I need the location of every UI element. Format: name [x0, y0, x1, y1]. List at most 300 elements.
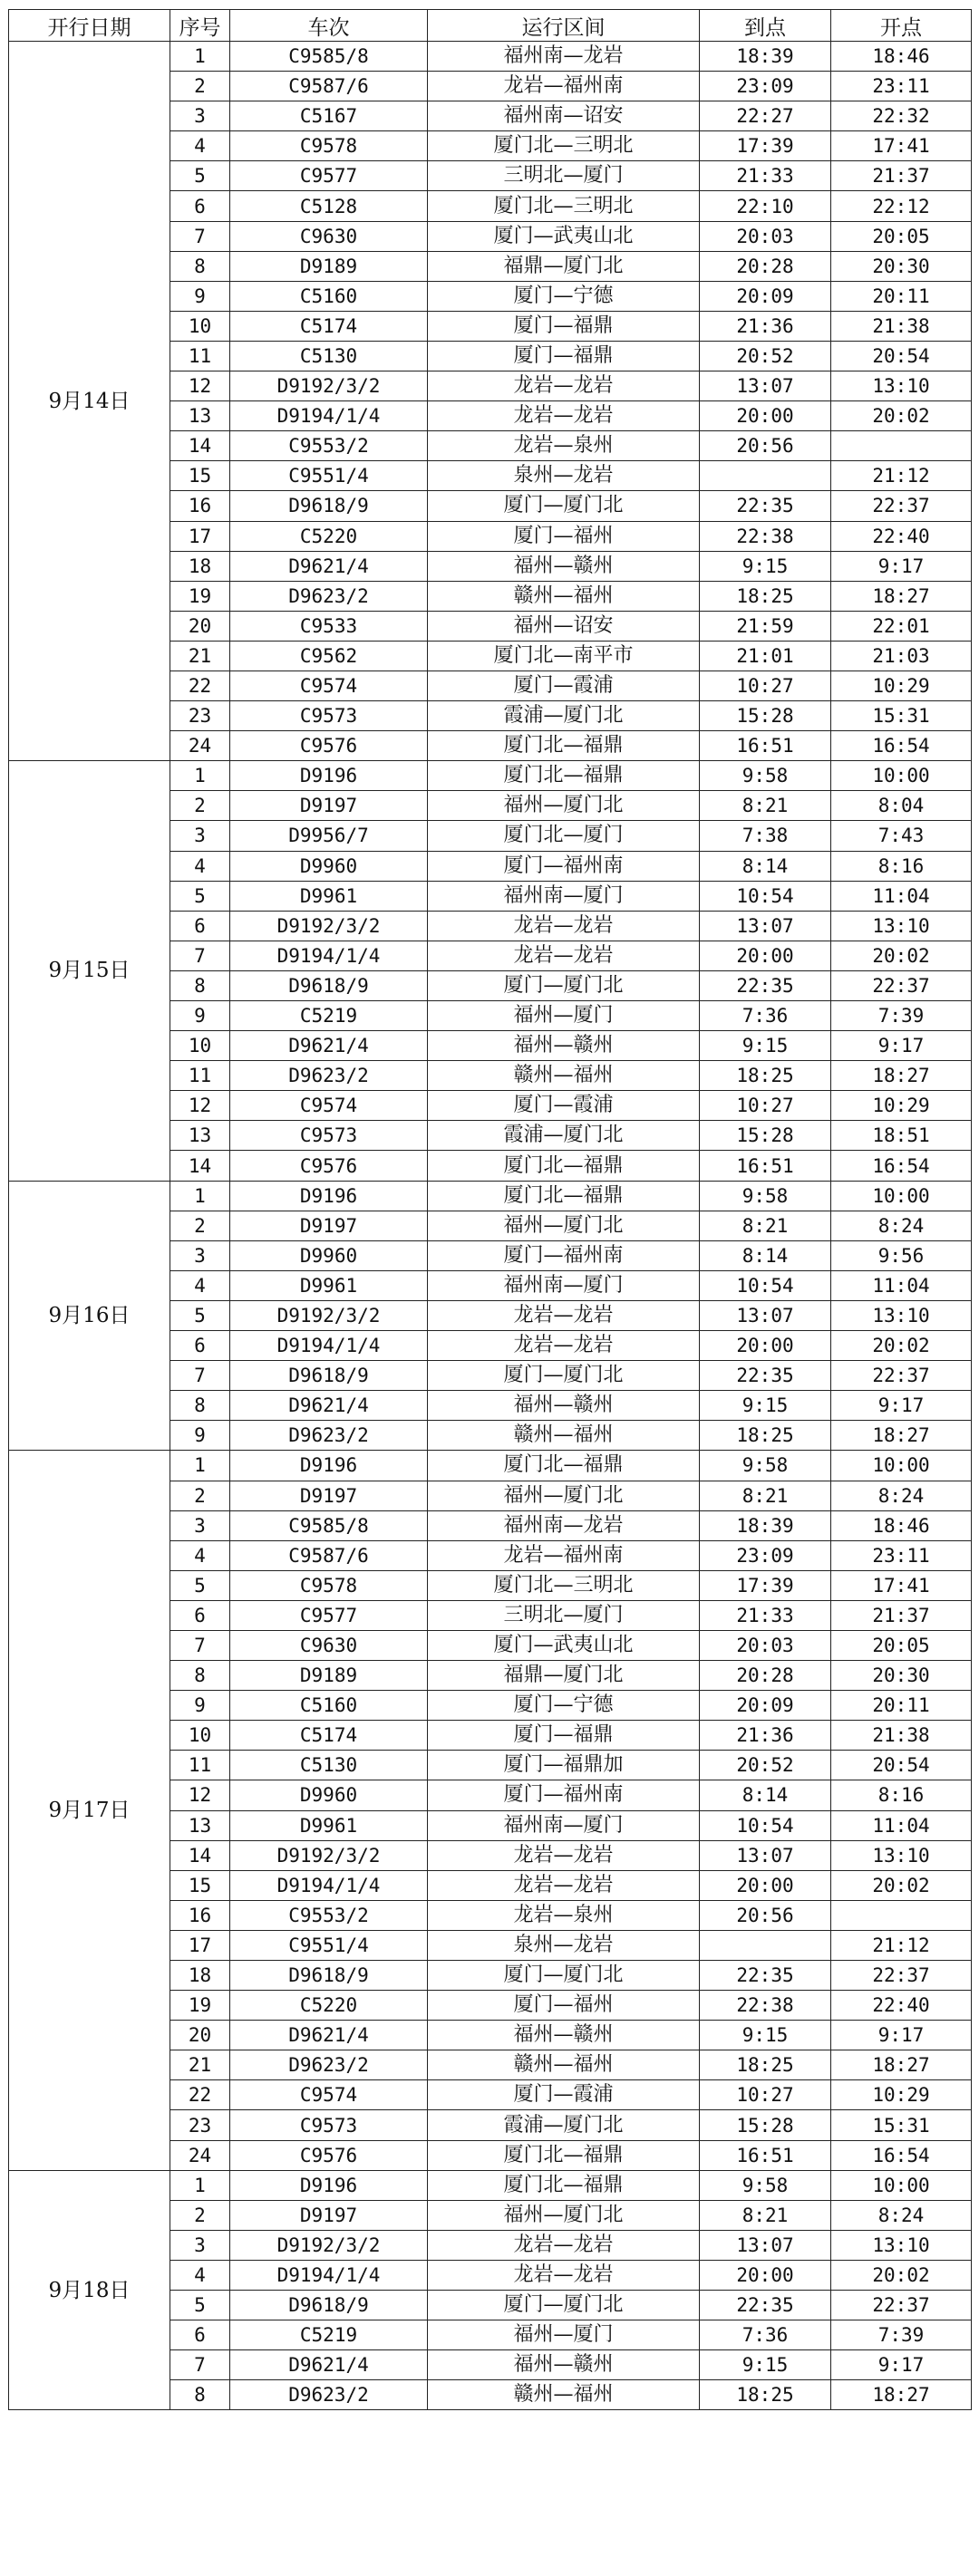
arrive-cell: 7:36: [700, 2320, 831, 2350]
arrive-cell: 9:15: [700, 2021, 831, 2050]
arrive-cell: 20:56: [700, 431, 831, 461]
seq-cell: 15: [170, 1870, 230, 1900]
arrive-cell: 10:54: [700, 1270, 831, 1300]
train-cell: D9618/9: [230, 970, 428, 1000]
route-cell: 龙岩—龙岩: [428, 401, 700, 431]
seq-cell: 19: [170, 581, 230, 611]
train-cell: C9585/8: [230, 1510, 428, 1540]
arrive-cell: 20:00: [700, 2260, 831, 2290]
arrive-cell: 9:58: [700, 1451, 831, 1481]
depart-cell: 20:02: [831, 941, 972, 970]
depart-cell: 16:54: [831, 1151, 972, 1181]
route-cell: 福州南—厦门: [428, 1810, 700, 1840]
arrive-cell: 20:03: [700, 221, 831, 251]
depart-cell: 17:41: [831, 131, 972, 161]
arrive-cell: 20:09: [700, 281, 831, 311]
seq-cell: 19: [170, 1991, 230, 2021]
seq-cell: 4: [170, 2260, 230, 2290]
train-cell: C9573: [230, 2110, 428, 2140]
table-row: [9, 42, 972, 72]
depart-cell: 10:29: [831, 671, 972, 700]
seq-cell: 16: [170, 491, 230, 521]
seq-cell: 9: [170, 281, 230, 311]
train-cell: D9956/7: [230, 821, 428, 851]
route-cell: 福州南—厦门: [428, 1270, 700, 1300]
train-cell: D9194/1/4: [230, 1870, 428, 1900]
route-cell: 龙岩—龙岩: [428, 941, 700, 970]
train-cell: C5130: [230, 1751, 428, 1780]
route-cell: 龙岩—龙岩: [428, 2260, 700, 2290]
arrive-cell: 10:27: [700, 2080, 831, 2110]
train-cell: C5219: [230, 2320, 428, 2350]
depart-cell: 21:38: [831, 311, 972, 341]
route-cell: 福州南—龙岩: [428, 42, 700, 72]
seq-cell: 1: [170, 1181, 230, 1211]
train-cell: D9961: [230, 881, 428, 911]
route-cell: 厦门—厦门北: [428, 1961, 700, 1991]
route-cell: 厦门—福州南: [428, 1240, 700, 1270]
seq-cell: 16: [170, 1900, 230, 1930]
depart-cell: 23:11: [831, 1540, 972, 1570]
depart-cell: 18:51: [831, 1121, 972, 1151]
depart-cell: 17:41: [831, 1570, 972, 1600]
route-cell: 龙岩—龙岩: [428, 1300, 700, 1330]
seq-cell: 6: [170, 191, 230, 221]
seq-cell: 6: [170, 911, 230, 941]
route-cell: 厦门—福州南: [428, 851, 700, 881]
seq-cell: 17: [170, 1930, 230, 1960]
route-cell: 厦门—武夷山北: [428, 221, 700, 251]
train-cell: D9618/9: [230, 491, 428, 521]
arrive-cell: 7:36: [700, 1001, 831, 1031]
arrive-cell: 20:00: [700, 1331, 831, 1361]
arrive-cell: 18:39: [700, 1510, 831, 1540]
depart-cell: 22:40: [831, 1991, 972, 2021]
depart-cell: 7:39: [831, 1001, 972, 1031]
train-cell: C5160: [230, 281, 428, 311]
depart-cell: [831, 1900, 972, 1930]
train-cell: C9573: [230, 701, 428, 731]
depart-cell: 11:04: [831, 1270, 972, 1300]
train-cell: D9192/3/2: [230, 911, 428, 941]
seq-cell: 24: [170, 2140, 230, 2170]
depart-cell: 16:54: [831, 2140, 972, 2170]
arrive-cell: 13:07: [700, 1840, 831, 1870]
seq-cell: 2: [170, 72, 230, 101]
arrive-cell: 16:51: [700, 731, 831, 761]
table-row: [9, 1451, 972, 1481]
seq-cell: 9: [170, 1691, 230, 1721]
route-cell: 厦门—武夷山北: [428, 1630, 700, 1660]
route-cell: 厦门—福州: [428, 1991, 700, 2021]
train-cell: C9551/4: [230, 461, 428, 491]
depart-cell: 18:46: [831, 1510, 972, 1540]
arrive-cell: 10:54: [700, 881, 831, 911]
header-train: 车次: [230, 10, 428, 42]
arrive-cell: 21:33: [700, 1600, 831, 1630]
route-cell: 厦门—宁德: [428, 1691, 700, 1721]
train-cell: D9189: [230, 1661, 428, 1691]
depart-cell: 13:10: [831, 1300, 972, 1330]
depart-cell: 18:27: [831, 581, 972, 611]
arrive-cell: 15:28: [700, 701, 831, 731]
arrive-cell: 9:15: [700, 1031, 831, 1061]
seq-cell: 21: [170, 641, 230, 671]
route-cell: 厦门北—南平市: [428, 641, 700, 671]
arrive-cell: 8:21: [700, 1211, 831, 1240]
arrive-cell: 13:07: [700, 2230, 831, 2260]
depart-cell: 13:10: [831, 911, 972, 941]
depart-cell: 13:10: [831, 1840, 972, 1870]
route-cell: 龙岩—龙岩: [428, 2230, 700, 2260]
seq-cell: 3: [170, 101, 230, 131]
train-cell: D9960: [230, 1240, 428, 1270]
arrive-cell: 21:01: [700, 641, 831, 671]
arrive-cell: 22:35: [700, 1961, 831, 1991]
date-cell: 9月15日: [9, 761, 170, 1181]
arrive-cell: 20:00: [700, 941, 831, 970]
train-cell: C5174: [230, 1721, 428, 1751]
train-cell: C5128: [230, 191, 428, 221]
date-cell: 9月17日: [9, 1451, 170, 2170]
train-cell: D9623/2: [230, 2380, 428, 2410]
seq-cell: 5: [170, 1570, 230, 1600]
train-cell: C9578: [230, 131, 428, 161]
seq-cell: 13: [170, 1121, 230, 1151]
route-cell: 霞浦—厦门北: [428, 1121, 700, 1151]
train-cell: C9577: [230, 1600, 428, 1630]
seq-cell: 1: [170, 42, 230, 72]
train-cell: C9562: [230, 641, 428, 671]
seq-cell: 12: [170, 1091, 230, 1121]
train-cell: D9194/1/4: [230, 1331, 428, 1361]
depart-cell: 13:10: [831, 371, 972, 401]
depart-cell: 15:31: [831, 701, 972, 731]
route-cell: 赣州—福州: [428, 2050, 700, 2080]
arrive-cell: 18:25: [700, 1061, 831, 1091]
seq-cell: 1: [170, 2170, 230, 2200]
train-cell: C5130: [230, 341, 428, 371]
route-cell: 厦门—厦门北: [428, 491, 700, 521]
arrive-cell: 20:52: [700, 341, 831, 371]
depart-cell: 22:32: [831, 101, 972, 131]
route-cell: 三明北—厦门: [428, 161, 700, 191]
route-cell: 厦门—福州: [428, 521, 700, 551]
seq-cell: 14: [170, 1151, 230, 1181]
depart-cell: 20:30: [831, 251, 972, 281]
seq-cell: 15: [170, 461, 230, 491]
seq-cell: 12: [170, 371, 230, 401]
seq-cell: 1: [170, 1451, 230, 1481]
train-cell: D9621/4: [230, 551, 428, 581]
seq-cell: 5: [170, 161, 230, 191]
seq-cell: 10: [170, 1031, 230, 1061]
route-cell: 福鼎—厦门北: [428, 251, 700, 281]
depart-cell: 13:10: [831, 2230, 972, 2260]
train-cell: D9623/2: [230, 581, 428, 611]
arrive-cell: 20:28: [700, 1661, 831, 1691]
seq-cell: 6: [170, 1600, 230, 1630]
depart-cell: 7:39: [831, 2320, 972, 2350]
train-cell: D9621/4: [230, 2021, 428, 2050]
depart-cell: 18:46: [831, 42, 972, 72]
train-cell: C9576: [230, 2140, 428, 2170]
depart-cell: 8:04: [831, 791, 972, 821]
train-cell: C9585/8: [230, 42, 428, 72]
seq-cell: 8: [170, 970, 230, 1000]
route-cell: 厦门—福鼎: [428, 341, 700, 371]
depart-cell: 9:17: [831, 551, 972, 581]
seq-cell: 11: [170, 1751, 230, 1780]
depart-cell: 22:37: [831, 2291, 972, 2320]
arrive-cell: 23:09: [700, 72, 831, 101]
depart-cell: 23:11: [831, 72, 972, 101]
arrive-cell: 8:14: [700, 1780, 831, 1810]
arrive-cell: 20:56: [700, 1900, 831, 1930]
route-cell: 厦门北—三明北: [428, 131, 700, 161]
route-cell: 霞浦—厦门北: [428, 701, 700, 731]
route-cell: 龙岩—龙岩: [428, 371, 700, 401]
seq-cell: 3: [170, 821, 230, 851]
arrive-cell: 15:28: [700, 1121, 831, 1151]
arrive-cell: 9:58: [700, 1181, 831, 1211]
depart-cell: 21:37: [831, 1600, 972, 1630]
route-cell: 龙岩—龙岩: [428, 1840, 700, 1870]
train-cell: C9574: [230, 1091, 428, 1121]
depart-cell: 9:17: [831, 2021, 972, 2050]
arrive-cell: 18:25: [700, 581, 831, 611]
seq-cell: 10: [170, 311, 230, 341]
seq-cell: 3: [170, 2230, 230, 2260]
seq-cell: 5: [170, 881, 230, 911]
seq-cell: 24: [170, 731, 230, 761]
seq-cell: 8: [170, 2380, 230, 2410]
header-seq: 序号: [170, 10, 230, 42]
arrive-cell: 18:25: [700, 1421, 831, 1451]
seq-cell: 18: [170, 551, 230, 581]
train-cell: D9961: [230, 1810, 428, 1840]
route-cell: 厦门—宁德: [428, 281, 700, 311]
depart-cell: 18:27: [831, 1421, 972, 1451]
depart-cell: [831, 431, 972, 461]
train-cell: D9618/9: [230, 2291, 428, 2320]
train-cell: C9587/6: [230, 1540, 428, 1570]
train-cell: C9551/4: [230, 1930, 428, 1960]
seq-cell: 2: [170, 1481, 230, 1510]
depart-cell: 10:00: [831, 2170, 972, 2200]
route-cell: 厦门北—福鼎: [428, 1151, 700, 1181]
train-cell: D9194/1/4: [230, 941, 428, 970]
depart-cell: 9:56: [831, 1240, 972, 1270]
seq-cell: 11: [170, 1061, 230, 1091]
arrive-cell: 18:25: [700, 2380, 831, 2410]
arrive-cell: 8:14: [700, 1240, 831, 1270]
depart-cell: 22:01: [831, 611, 972, 641]
header-row: [9, 10, 972, 42]
arrive-cell: 8:21: [700, 2200, 831, 2230]
train-cell: D9623/2: [230, 1061, 428, 1091]
train-cell: D9960: [230, 1780, 428, 1810]
arrive-cell: 22:35: [700, 2291, 831, 2320]
arrive-cell: 21:33: [700, 161, 831, 191]
depart-cell: 8:16: [831, 851, 972, 881]
route-cell: 厦门—霞浦: [428, 671, 700, 700]
depart-cell: 8:24: [831, 1481, 972, 1510]
arrive-cell: 20:00: [700, 1870, 831, 1900]
train-cell: C5174: [230, 311, 428, 341]
date-cell: 9月14日: [9, 42, 170, 761]
depart-cell: 10:00: [831, 761, 972, 791]
train-cell: C9576: [230, 731, 428, 761]
arrive-cell: 16:51: [700, 2140, 831, 2170]
table-row: [9, 761, 972, 791]
seq-cell: 2: [170, 1211, 230, 1240]
train-cell: D9192/3/2: [230, 1300, 428, 1330]
route-cell: 厦门—霞浦: [428, 2080, 700, 2110]
arrive-cell: 18:25: [700, 2050, 831, 2080]
depart-cell: 20:02: [831, 1870, 972, 1900]
depart-cell: 20:05: [831, 221, 972, 251]
arrive-cell: 8:21: [700, 1481, 831, 1510]
table-body: [9, 42, 972, 2410]
seq-cell: 9: [170, 1001, 230, 1031]
route-cell: 福州南—龙岩: [428, 1510, 700, 1540]
seq-cell: 9: [170, 1421, 230, 1451]
arrive-cell: 22:38: [700, 521, 831, 551]
seq-cell: 4: [170, 851, 230, 881]
arrive-cell: 17:39: [700, 1570, 831, 1600]
train-cell: D9192/3/2: [230, 1840, 428, 1870]
arrive-cell: 15:28: [700, 2110, 831, 2140]
train-cell: D9194/1/4: [230, 401, 428, 431]
depart-cell: 22:37: [831, 970, 972, 1000]
train-cell: D9618/9: [230, 1361, 428, 1391]
arrive-cell: [700, 1930, 831, 1960]
train-schedule-table: [8, 9, 972, 2410]
depart-cell: 21:12: [831, 461, 972, 491]
route-cell: 厦门—福鼎: [428, 311, 700, 341]
arrive-cell: 22:38: [700, 1991, 831, 2021]
route-cell: 三明北—厦门: [428, 1600, 700, 1630]
train-cell: D9196: [230, 1181, 428, 1211]
seq-cell: 18: [170, 1961, 230, 1991]
train-cell: D9189: [230, 251, 428, 281]
route-cell: 厦门—霞浦: [428, 1091, 700, 1121]
depart-cell: 15:31: [831, 2110, 972, 2140]
arrive-cell: 22:35: [700, 491, 831, 521]
arrive-cell: 20:03: [700, 1630, 831, 1660]
train-cell: D9197: [230, 791, 428, 821]
depart-cell: 11:04: [831, 1810, 972, 1840]
arrive-cell: 9:58: [700, 2170, 831, 2200]
train-cell: C9630: [230, 221, 428, 251]
seq-cell: 5: [170, 2291, 230, 2320]
route-cell: 福州—诏安: [428, 611, 700, 641]
seq-cell: 3: [170, 1510, 230, 1540]
route-cell: 厦门—厦门北: [428, 1361, 700, 1391]
table-row: [9, 1181, 972, 1211]
date-cell: 9月18日: [9, 2170, 170, 2410]
header-route: 运行区间: [428, 10, 700, 42]
depart-cell: 9:17: [831, 1031, 972, 1061]
depart-cell: 8:24: [831, 1211, 972, 1240]
train-cell: C5220: [230, 521, 428, 551]
route-cell: 厦门北—福鼎: [428, 2170, 700, 2200]
train-cell: D9961: [230, 1270, 428, 1300]
route-cell: 龙岩—福州南: [428, 1540, 700, 1570]
seq-cell: 12: [170, 1780, 230, 1810]
depart-cell: 21:37: [831, 161, 972, 191]
arrive-cell: 9:15: [700, 2350, 831, 2380]
route-cell: 厦门北—福鼎: [428, 1181, 700, 1211]
arrive-cell: 22:10: [700, 191, 831, 221]
depart-cell: 20:54: [831, 1751, 972, 1780]
seq-cell: 20: [170, 611, 230, 641]
arrive-cell: 21:59: [700, 611, 831, 641]
seq-cell: 14: [170, 1840, 230, 1870]
depart-cell: 21:38: [831, 1721, 972, 1751]
arrive-cell: 8:21: [700, 791, 831, 821]
train-cell: D9197: [230, 1211, 428, 1240]
arrive-cell: 9:15: [700, 551, 831, 581]
train-cell: C9587/6: [230, 72, 428, 101]
arrive-cell: 20:28: [700, 251, 831, 281]
arrive-cell: 13:07: [700, 1300, 831, 1330]
route-cell: 福州—厦门: [428, 1001, 700, 1031]
route-cell: 赣州—福州: [428, 2380, 700, 2410]
train-cell: D9197: [230, 1481, 428, 1510]
route-cell: 厦门北—福鼎: [428, 1451, 700, 1481]
route-cell: 厦门—厦门北: [428, 970, 700, 1000]
depart-cell: 11:04: [831, 881, 972, 911]
route-cell: 赣州—福州: [428, 1421, 700, 1451]
train-cell: D9960: [230, 851, 428, 881]
depart-cell: 22:37: [831, 491, 972, 521]
seq-cell: 6: [170, 2320, 230, 2350]
depart-cell: 21:03: [831, 641, 972, 671]
depart-cell: 8:24: [831, 2200, 972, 2230]
arrive-cell: 13:07: [700, 371, 831, 401]
train-cell: D9623/2: [230, 2050, 428, 2080]
arrive-cell: 17:39: [700, 131, 831, 161]
train-cell: D9197: [230, 2200, 428, 2230]
depart-cell: 10:29: [831, 1091, 972, 1121]
route-cell: 福州—赣州: [428, 2021, 700, 2050]
depart-cell: 21:12: [831, 1930, 972, 1960]
route-cell: 泉州—龙岩: [428, 1930, 700, 1960]
depart-cell: 20:11: [831, 281, 972, 311]
seq-cell: 3: [170, 1240, 230, 1270]
depart-cell: 22:37: [831, 1361, 972, 1391]
arrive-cell: 22:35: [700, 970, 831, 1000]
depart-cell: 18:27: [831, 2050, 972, 2080]
table-header: [9, 10, 972, 42]
depart-cell: 10:00: [831, 1451, 972, 1481]
route-cell: 福州—赣州: [428, 2350, 700, 2380]
arrive-cell: 20:00: [700, 401, 831, 431]
route-cell: 福州南—厦门: [428, 881, 700, 911]
depart-cell: 20:11: [831, 1691, 972, 1721]
route-cell: 厦门北—三明北: [428, 1570, 700, 1600]
seq-cell: 4: [170, 1540, 230, 1570]
train-cell: D9196: [230, 2170, 428, 2200]
train-cell: D9194/1/4: [230, 2260, 428, 2290]
depart-cell: 20:02: [831, 1331, 972, 1361]
route-cell: 福州—赣州: [428, 1031, 700, 1061]
depart-cell: 20:02: [831, 2260, 972, 2290]
route-cell: 龙岩—泉州: [428, 1900, 700, 1930]
route-cell: 福州—厦门北: [428, 791, 700, 821]
